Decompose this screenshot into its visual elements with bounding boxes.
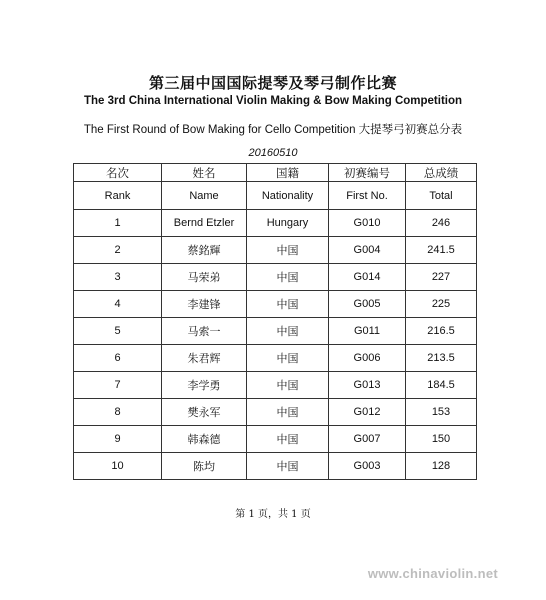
total-cell: 225: [406, 291, 477, 318]
header-cell-nationality-en: Nationality: [247, 182, 329, 210]
rank-cell: 1: [74, 210, 162, 237]
watermark: www.chinaviolin.net: [367, 566, 498, 581]
name-cell: 李学勇: [162, 372, 247, 399]
header-row-english: [74, 182, 477, 210]
name-cell: 马索一: [162, 318, 247, 345]
rank-cell: 7: [74, 372, 162, 399]
table-row: [74, 291, 477, 318]
name-cell: 樊永军: [162, 399, 247, 426]
total-cell: 128: [406, 453, 477, 480]
document-title-english: The 3rd China International Violin Making & Bow Making Competition: [83, 95, 463, 107]
page-footer: 第 1 页，共 1 页: [235, 509, 311, 520]
table-row: [74, 345, 477, 372]
rank-cell: 3: [74, 264, 162, 291]
header-cell-name-cn: 姓名: [162, 164, 247, 182]
nationality-cell: 中国: [247, 237, 329, 264]
rank-cell: 2: [74, 237, 162, 264]
nationality-cell: 中国: [247, 372, 329, 399]
name-cell: 李建锋: [162, 291, 247, 318]
document-subtitle: The First Round of Bow Making for Cello Competition 大提琴弓初赛总分表: [83, 124, 463, 136]
document-date: 20160510: [248, 147, 298, 159]
table-row: [74, 372, 477, 399]
rank-cell: 9: [74, 426, 162, 453]
first-no-cell: G003: [329, 453, 406, 480]
total-cell: 227: [406, 264, 477, 291]
first-no-cell: G013: [329, 372, 406, 399]
table-row: [74, 210, 477, 237]
nationality-cell: 中国: [247, 264, 329, 291]
table-row: [74, 453, 477, 480]
first-no-cell: G006: [329, 345, 406, 372]
first-no-cell: G007: [329, 426, 406, 453]
rank-cell: 6: [74, 345, 162, 372]
document-title-chinese: 第三届中国国际提琴及琴弓制作比赛: [148, 74, 397, 92]
total-cell: 241.5: [406, 237, 477, 264]
total-cell: 213.5: [406, 345, 477, 372]
name-cell: Bernd Etzler: [162, 210, 247, 237]
name-cell: 马荣弟: [162, 264, 247, 291]
rank-cell: 10: [74, 453, 162, 480]
first-no-cell: G012: [329, 399, 406, 426]
header-cell-rank-cn: 名次: [74, 164, 162, 182]
nationality-cell: 中国: [247, 399, 329, 426]
total-cell: 246: [406, 210, 477, 237]
nationality-cell: 中国: [247, 426, 329, 453]
table-row: [74, 318, 477, 345]
header-cell-rank-en: Rank: [74, 182, 162, 210]
header-cell-total-en: Total: [406, 182, 477, 210]
header-cell-first-no-en: First No.: [329, 182, 406, 210]
table-row: [74, 237, 477, 264]
nationality-cell: 中国: [247, 291, 329, 318]
nationality-cell: 中国: [247, 453, 329, 480]
first-no-cell: G010: [329, 210, 406, 237]
table-row: [74, 264, 477, 291]
table-row: [74, 426, 477, 453]
name-cell: 韩森德: [162, 426, 247, 453]
first-no-cell: G004: [329, 237, 406, 264]
rank-cell: 8: [74, 399, 162, 426]
name-cell: 陈均: [162, 453, 247, 480]
header-cell-first-no-cn: 初赛编号: [329, 164, 406, 182]
rank-cell: 5: [74, 318, 162, 345]
first-no-cell: G005: [329, 291, 406, 318]
nationality-cell: 中国: [247, 318, 329, 345]
nationality-cell: Hungary: [247, 210, 329, 237]
header-cell-total-cn: 总成绩: [406, 164, 477, 182]
name-cell: 蔡銘輝: [162, 237, 247, 264]
total-cell: 184.5: [406, 372, 477, 399]
name-cell: 朱君辉: [162, 345, 247, 372]
total-cell: 153: [406, 399, 477, 426]
results-table: [73, 163, 477, 480]
header-cell-name-en: Name: [162, 182, 247, 210]
header-cell-nationality-cn: 国籍: [247, 164, 329, 182]
first-no-cell: G014: [329, 264, 406, 291]
total-cell: 216.5: [406, 318, 477, 345]
table-row: [74, 399, 477, 426]
first-no-cell: G011: [329, 318, 406, 345]
rank-cell: 4: [74, 291, 162, 318]
nationality-cell: 中国: [247, 345, 329, 372]
total-cell: 150: [406, 426, 477, 453]
header-row-chinese: [74, 164, 477, 182]
